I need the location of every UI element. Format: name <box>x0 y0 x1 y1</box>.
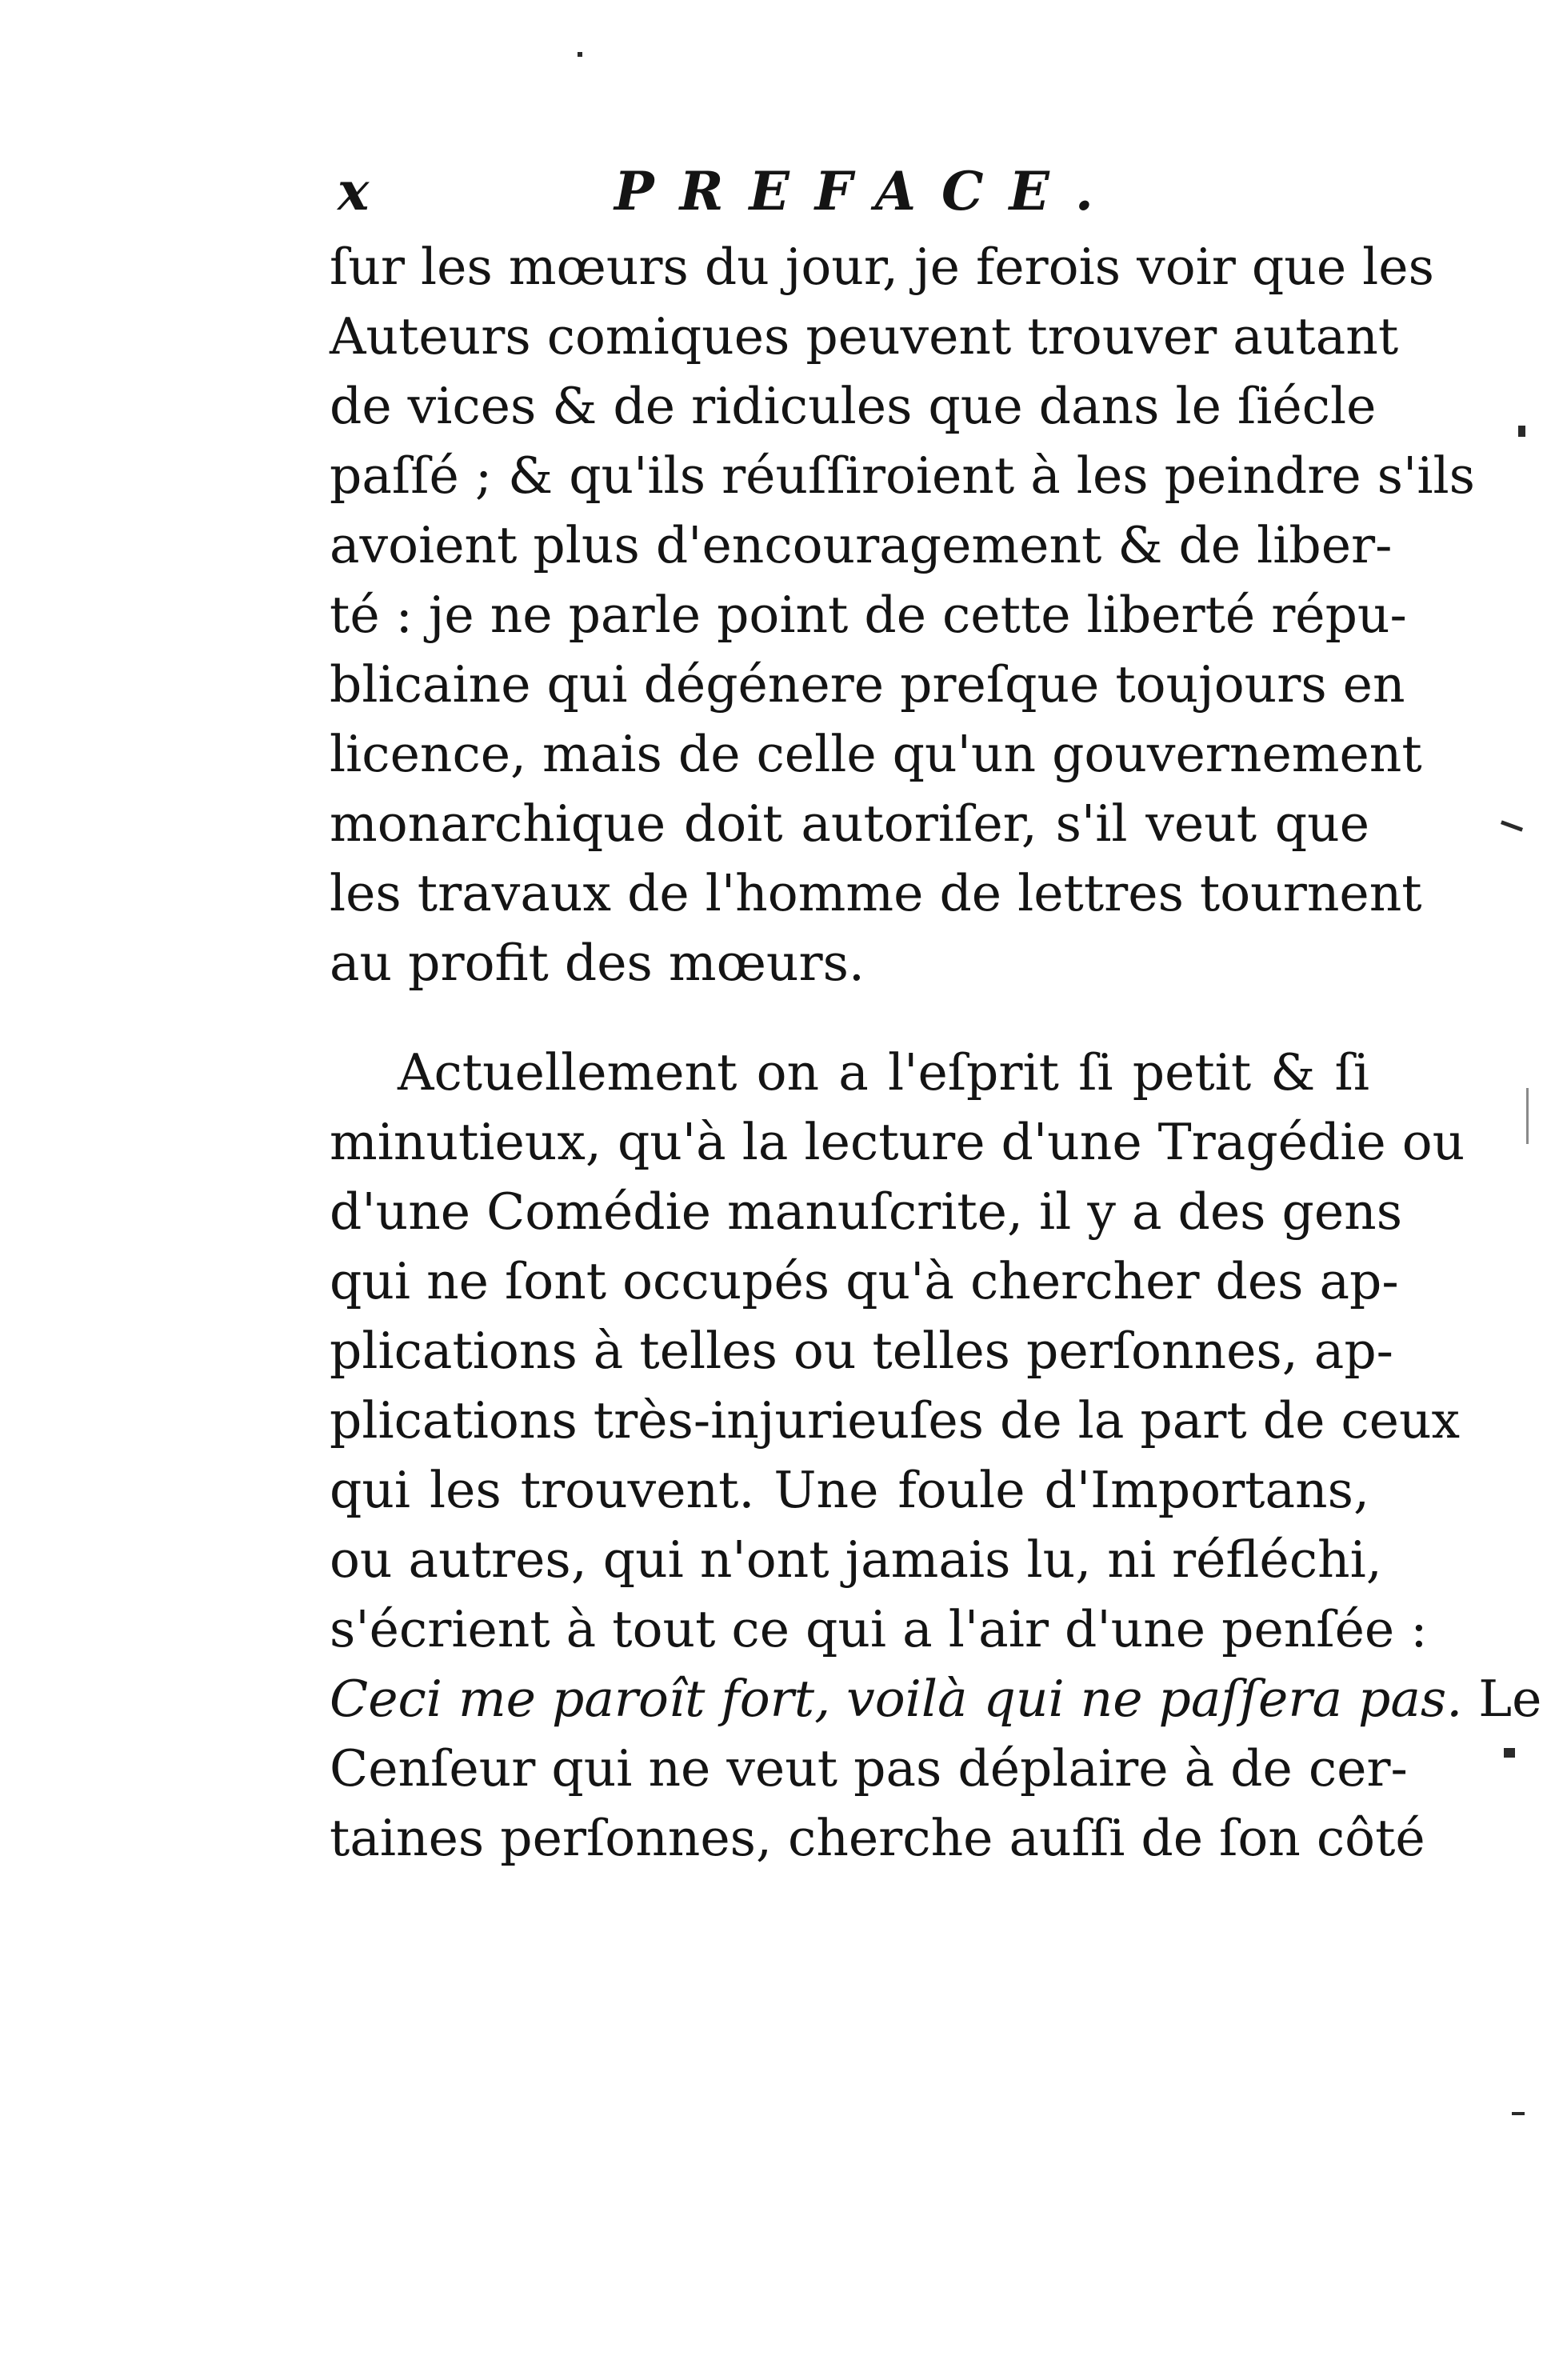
text-line: paſſé ; & qu'ils réuſſiroient à les peindre s'ils <box>330 446 1475 505</box>
line-tail: Le <box>1462 1670 1542 1728</box>
text-line: qui les trouvent. Une foule d'Importans, <box>330 1461 1369 1519</box>
text-line: s'écrient à tout ce qui a l'air d'une penſée : <box>330 1600 1428 1658</box>
scan-speck <box>1504 1748 1515 1758</box>
text-line: plications très-injurieuſes de la part de ceux <box>330 1391 1461 1450</box>
text-line: Cenſeur qui ne veut pas déplaire à de cer- <box>330 1739 1408 1798</box>
text-line: blicaine qui dégénere preſque toujours en <box>330 655 1405 714</box>
body-text <box>330 232 1542 1873</box>
paragraph-1 <box>330 232 1475 998</box>
scan-speck <box>1501 820 1523 831</box>
scan-speck <box>1512 2112 1525 2115</box>
text-line: les travaux de l'homme de lettres tournent <box>330 864 1422 922</box>
paragraph-gap <box>330 998 1369 1038</box>
italic-quote: Ceci me paroît fort, voilà qui ne paſſera pas. <box>330 1670 1463 1728</box>
text-line: ſur les mœurs du jour, je ferois voir que les <box>330 238 1434 296</box>
text-line: Actuellement on a l'eſprit ſi petit & ſi <box>398 1043 1369 1102</box>
text-line: ou autres, qui n'ont jamais lu, ni réfléchi, <box>330 1530 1382 1589</box>
page-header <box>326 156 1374 228</box>
paragraph-2 <box>330 1038 1542 1873</box>
text-line: au profit des mœurs. <box>330 934 865 992</box>
italic-quote-line <box>330 1664 1542 1734</box>
text-line: té : je ne parle point de cette liberté répu- <box>330 586 1407 644</box>
text-line: qui ne ſont occupés qu'à chercher des ap- <box>330 1252 1399 1310</box>
text-line: monarchique doit autoriſer, s'il veut que <box>330 794 1369 853</box>
text-line: plications à telles ou telles perſonnes, ap- <box>330 1322 1393 1380</box>
text-line: licence, mais de celle qu'un gouvernement <box>330 725 1422 783</box>
text-line: taines perſonnes, cherche auſſi de ſon côté <box>330 1809 1425 1867</box>
text-line: Auteurs comiques peuvent trouver autant <box>330 307 1399 366</box>
text-line: minutieux, qu'à la lecture d'une Tragédie ou <box>330 1113 1465 1171</box>
scan-speck <box>1526 1088 1529 1144</box>
text-line: de vices & de ridicules que dans le ſiécle <box>330 377 1377 435</box>
running-head: PREFACE. <box>614 160 1119 222</box>
scan-speck <box>578 52 582 57</box>
text-line: d'une Comédie manuſcrite, il y a des gens <box>330 1182 1403 1241</box>
scan-speck <box>1518 426 1525 437</box>
text-line: avoient plus d'encouragement & de liber- <box>330 516 1393 574</box>
page-number: x <box>338 160 370 222</box>
